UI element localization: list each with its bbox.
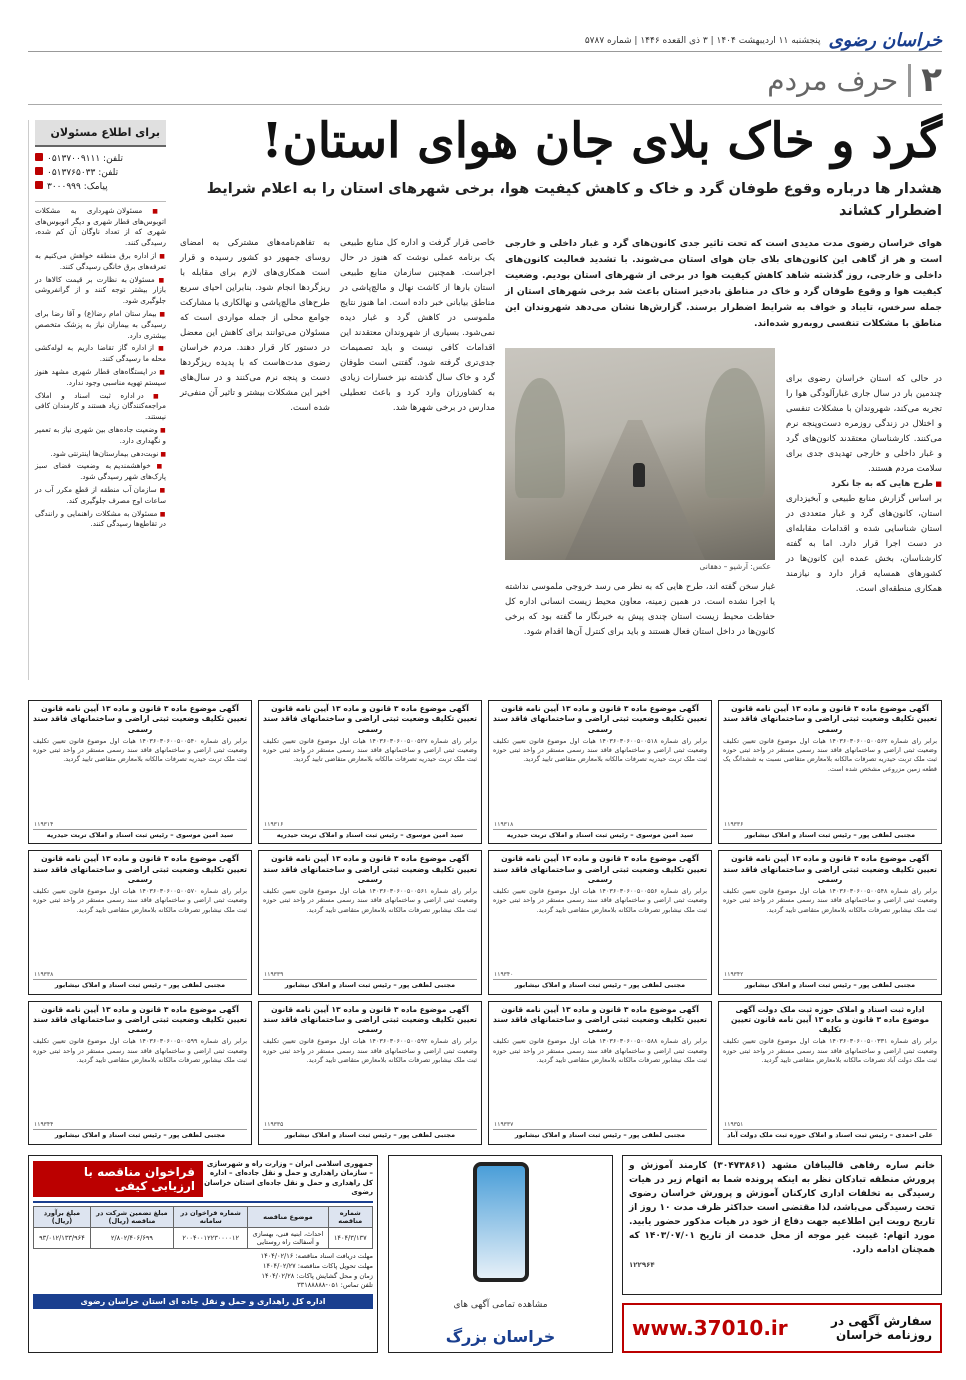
message-item: ■ وضعیت جاده‌های بین شهری نیاز به تعمیر و نگهداری دارد. xyxy=(35,425,166,447)
ad-title: آگهی موضوع ماده ۳ قانون و ماده ۱۳ آیین نامه قانون تعیین تکلیف وضعیت ثبتی اراضی و ساختمانهای فاقد سند رسمی xyxy=(722,854,937,884)
ad-footer: سید امین موسوی – رئیس ثبت اسناد و املاک تربت حیدریه xyxy=(493,829,707,841)
ad-body: برابر رای شماره ۱۴۰۳۶۰۳۰۶۰۰۵۰۰۵۸۸ هیات اول موضوع قانون تعیین تکلیف وضعیت ثبتی اراضی و ساختمانهای فاقد سند رسمی مستقر در واحد ثبتی حوزه ثبت ملک نیشابور تصرفات مالکانه بلامعارض متقاضی تایید گردید. xyxy=(493,1037,707,1064)
tender-header xyxy=(33,1160,373,1203)
ad-id: ۱۱۹۳۳۸ xyxy=(34,970,54,978)
legal-ad xyxy=(718,1001,942,1145)
sidebar-heading: برای اطلاع مسئولان xyxy=(35,120,166,147)
ad-body: برابر رای شماره ۱۴۰۳۶۰۳۰۶۰۰۵۰۰۵۷۰ هیات اول موضوع قانون تعیین تکلیف وضعیت ثبتی اراضی و ساختمانهای فاقد سند رسمی مستقر در واحد ثبتی حوزه ثبت ملک نیشابور تصرفات مالکانه بلامعارض متقاضی تایید گردید. xyxy=(33,887,247,914)
phone-icon xyxy=(35,167,43,175)
ad-order-banner[interactable] xyxy=(622,1303,942,1353)
masthead-right xyxy=(585,30,942,51)
legal-ad xyxy=(718,700,942,844)
ad-id: ۱۱۹۳۱۴ xyxy=(34,820,54,828)
banner-text: سفارش آگهی در روزنامه خراسان xyxy=(831,1314,932,1342)
ad-footer: مجتبی لطفی پور – رئیس ثبت اسناد و املاک نیشابور xyxy=(723,829,937,841)
table-header: شماره فراخوان در سامانه xyxy=(173,1206,247,1227)
ad-title: آگهی موضوع ماده ۳ قانون و ماده ۱۳ آیین نامه قانون تعیین تکلیف وضعیت ثبتی اراضی و ساختمانهای فاقد سند رسمی xyxy=(262,704,477,734)
article-headline: گرد و خاک بلای جان هوای استان! xyxy=(261,113,942,169)
ad-body: برابر رای شماره ۱۴۰۳۶۰۳۰۶۰۰۵۰۰۵۱۸ هیات اول موضوع قانون تعیین تکلیف وضعیت ثبتی اراضی و ساختمانهای فاقد سند رسمی مستقر در واحد ثبتی حوزه ثبت ملک تربت حیدریه تصرفات مالکانه بلامعارض متقاضی تایید گردید. xyxy=(493,736,707,764)
ad-title: آگهی موضوع ماده ۳ قانون و ماده ۱۳ آیین نامه قانون تعیین تکلیف وضعیت ثبتی اراضی و ساختمانهای فاقد سند رسمی xyxy=(492,704,707,734)
ad-title: آگهی موضوع ماده ۳ قانون و ماده ۱۳ آیین نامه قانون تعیین تکلیف وضعیت ثبتی اراضی و ساختمانهای فاقد سند رسمی xyxy=(32,854,247,884)
contact-sms xyxy=(35,181,166,195)
legal-ad xyxy=(718,850,942,994)
divider xyxy=(28,104,942,105)
table-cell: ۲۰۰۴۰۰۱۲۲۳۰۰۰۰۱۲ xyxy=(173,1227,247,1248)
ad-title: آگهی موضوع ماده ۳ قانون و ماده ۱۳ آیین نامه قانون تعیین تکلیف وضعیت ثبتی اراضی و ساختمانهای فاقد سند رسمی xyxy=(492,854,707,884)
tender-date: مهلت دریافت اسناد مناقصه: ۱۴۰۴/۰۲/۱۶ xyxy=(260,1251,373,1260)
table-cell: احداث، ابنیه فنی، بهسازی و آسفالت راه روستایی xyxy=(248,1227,328,1248)
legal-ad xyxy=(28,700,252,844)
photo-motorcyclist xyxy=(633,463,645,487)
table-header: موضوع مناقصه xyxy=(248,1206,328,1227)
message-item: ■ مسئولان به مشکلات راهنمایی و رانندگی در تقاطع‌ها رسیدگی کنند. xyxy=(35,509,166,531)
issue-info: پنجشنبه ۱۱ اردیبهشت ۱۴۰۴ | ۳ ذی القعده ۱۴۴۶ | شماره ۵۷۸۷ xyxy=(584,35,821,46)
tender-title: فراخوان مناقصه با ارزیابی کیفی xyxy=(33,1161,203,1197)
section-header xyxy=(767,60,942,100)
ad-footer: مجتبی لطفی پور – رئیس ثبت اسناد و املاک نیشابور xyxy=(723,979,937,991)
photo-road xyxy=(565,420,705,560)
ad-id: ۱۱۹۳۱۶ xyxy=(264,820,284,828)
message-item: ■ نوبت‌دهی بیمارستان‌ها اینترنتی شود. xyxy=(35,449,166,460)
official-notice xyxy=(622,1155,942,1295)
legal-ad xyxy=(28,850,252,994)
contact-text: تلفن: ۰۵۱۳۷۰۰۹۱۱۱ xyxy=(47,154,123,164)
tender-date: تلفن تماس: ۰۵۱-۳۳۱۸۸۸۸۸ xyxy=(297,1281,373,1290)
ad-body: برابر رای شماره ۱۴۰۳۶۰۳۰۶۰۰۵۰۰۵۶۲ هیات اول موضوع قانون تعیین تکلیف وضعیت ثبتی اراضی و ساختمانهای فاقد سند رسمی مستقر در واحد ثبتی حوزه ثبت ملک تربت حیدریه تصرفات مالکانه بلامعارض متقاضی نسبت به ششدانگ یک قطعه زمین مزروعی مشخص شده است. xyxy=(723,736,937,773)
ad-id: ۱۱۹۳۳۹ xyxy=(264,970,284,978)
article-column-right xyxy=(786,372,942,677)
message-item: ■ در اداره ثبت اسناد و املاک مراجعه‌کنندگان زیاد هستند و کارمندان کافی نیستند. xyxy=(35,391,166,423)
table-row xyxy=(34,1227,373,1248)
contact-text: پیامک: ۳۰۰۰۹۹۹ xyxy=(47,181,108,192)
message-item: ■ خواهشمندیم به وضعیت فضای سبز پارک‌های شهر رسیدگی شود. xyxy=(35,461,166,483)
ad-footer: مجتبی لطفی پور – رئیس ثبت اسناد و املاک نیشابور xyxy=(263,979,477,991)
tender-org: جمهوری اسلامی ایران – وزارت راه و شهرسازی – سازمان راهداری و حمل و نقل جاده‌ای – اداره کل راهداری و حمل و نقل جاده‌ای استان خراسان رضوی xyxy=(204,1160,373,1197)
section-title: حرف مردم xyxy=(767,64,911,97)
ad-id: ۱۱۹۳۵۱ xyxy=(724,1121,744,1129)
legal-ad xyxy=(488,1001,712,1145)
ad-body: برابر رای شماره ۱۴۰۳۶۰۳۰۶۰۰۵۰۰۵۹۲ هیات اول موضوع قانون تعیین تکلیف وضعیت ثبتی اراضی و ساختمانهای فاقد سند رسمی مستقر در واحد ثبتی حوزه ثبت ملک نیشابور تصرفات مالکانه بلامعارض متقاضی تایید گردید. xyxy=(263,1037,477,1064)
ad-body: برابر رای شماره ۱۴۰۳۶۰۳۰۶۰۰۵۰۰۳۳۱ هیات اول موضوع قانون تعیین تکلیف وضعیت ثبتی اراضی و ساختمانهای فاقد سند رسمی مستقر در واحد ثبتی حوزه ثبت ملک دولت آباد تصرفات مالکانه بلامعارض متقاضی تایید گردید. xyxy=(723,1037,937,1064)
tender-dates xyxy=(33,1252,373,1292)
table-cell: ۲/۸۰۲/۴۰۶/۶۹۹ xyxy=(90,1227,173,1248)
contact-phone-1 xyxy=(35,153,166,167)
tender-date: مهلت تحویل پاکات مناقصه: ۱۴۰۴/۰۲/۲۷ xyxy=(262,1261,373,1270)
notice-text: خانم ساره رفاهی قالیبافان مشهد (۳۰۴۷۳۸۶۱) کارمند آموزش و پرورش منطقه تبادکان نظر به اینکه پرونده شما به اتهام زیر در هیات رسیدگی به تخلفات اداری کارکنان آموزش و پرورش خراسان رضوی تحت رسیدگی می‌باشد، لذا مقتضی است حداکثر ظرف مدت ۱۰ روز از تاریخ رویت این اطلاعیه جهت دفاع از خود در هیات مذکور حضور یابید. مورد اتهام: غیبت غیر موجه از محل خدمت از تاریخ ۱۴۰۳/۰۷/۰۱ که همچنان ادامه دارد. xyxy=(629,1161,936,1255)
table-cell: ۱۴۰۴/۳/۱۳۷ xyxy=(328,1227,373,1248)
phone-screen xyxy=(477,1166,525,1278)
legal-ad xyxy=(258,700,482,844)
ad-footer: مجتبی لطفی پور – رئیس ثبت اسناد و املاک نیشابور xyxy=(263,1129,477,1141)
tender-notice xyxy=(28,1155,378,1353)
article-column-3: به تفاهم‌نامه‌های مشترکی به امضای روسای جمهور دو کشور رسیده و قرار است همکاری‌های لازم برای مقابله با ریزگردها انجام شود. بنابراین احیای سریع طرح‌های مالچ‌پاشی و نهالکاری با مشارکت جوامع محلی از جمله مواردی است که مسئولان می‌توانند برای کاهش این معضل در دستور کار قرار دهند. مردم خراسان رضوی مدت‌هاست که با پدیده ریزگردها دست و پنجه نرم می‌کنند و در سال‌های اخیر این مشکلات بیشتر و تاثیر آن منفی‌تر شده است. xyxy=(180,238,330,414)
legal-ad xyxy=(488,700,712,844)
tender-date: زمان و محل گشایش پاکات: ۱۴۰۴/۰۲/۲۸ xyxy=(261,1271,373,1280)
message-item: ■ از اداره گاز تقاضا داریم به لوله‌کشی محله ما رسیدگی کنند. xyxy=(35,343,166,365)
ad-title: آگهی موضوع ماده ۳ قانون و ماده ۱۳ آیین نامه قانون تعیین تکلیف وضعیت ثبتی اراضی و ساختمانهای فاقد سند رسمی xyxy=(32,1004,247,1035)
reader-messages xyxy=(35,201,166,530)
notice-id: ۱۲۲۹۶۴ xyxy=(629,1260,655,1269)
article-photo xyxy=(505,348,775,560)
article-column-mid: غبار سخن گفته اند، طرح هایی که به نظر می رسد خروجی ملموسی نداشته یا اجرا نشده است. در همین زمینه، معاون محیط زیست انسانی اداره کل حفاظت محیط زیست استان چندی پیش به خبرنگار ما گفته بود که برخی کانون‌ها در داخل استان فعال هستند و باید برای کنترل آن‌ها اقدام شود. xyxy=(505,582,775,638)
photo-tree xyxy=(515,378,565,498)
ad-title: آگهی موضوع ماده ۳ قانون و ماده ۱۳ آیین نامه قانون تعیین تکلیف وضعیت ثبتی اراضی و ساختمانهای فاقد سند رسمی xyxy=(722,704,937,734)
newspaper-logo: خراسان رضوی xyxy=(828,30,942,51)
ad-footer: سید امین موسوی – رئیس ثبت اسناد و املاک تربت حیدریه xyxy=(263,829,477,841)
table-header: مبلغ برآورد (ریال) xyxy=(34,1206,91,1227)
legal-ad xyxy=(28,1001,252,1145)
bottom-section xyxy=(28,1155,942,1355)
tender-footer: اداره کل راهداری و حمل و نقل جاده ای استان خراسان رضوی xyxy=(33,1294,373,1309)
legal-ad xyxy=(488,850,712,994)
message-item: ■ مسئولان شهرداری به مشکلات اتوبوس‌های قطار شهری و دیگر اتوبوس‌های شهری که از تعداد ناوگان آن کم شده، رسیدگی کنند. xyxy=(35,206,166,249)
page-number: ۲ xyxy=(921,60,942,100)
ad-footer: سید امین موسوی – رئیس ثبت اسناد و املاک تربت حیدریه xyxy=(33,829,247,841)
legal-ad xyxy=(258,1001,482,1145)
legal-ad xyxy=(258,850,482,994)
ad-footer: مجتبی لطفی پور – رئیس ثبت اسناد و املاک نیشابور xyxy=(493,1129,707,1141)
message-item: ■ بیمار ستان امام رضا(ع) و آقا رضا برای رسیدگی به بیماران نیاز به پزشک متخصص بیشتری دارد. xyxy=(35,309,166,341)
ad-body: برابر رای شماره ۱۴۰۳۶۰۳۰۶۰۰۵۰۰۵۶۱ هیات اول موضوع قانون تعیین تکلیف وضعیت ثبتی اراضی و ساختمانهای فاقد سند رسمی مستقر در واحد ثبتی حوزه ثبت ملک نیشابور تصرفات مالکانه بلامعارض متقاضی تایید گردید. xyxy=(263,887,477,914)
message-item: ■ سازمان آب منطقه از قطع مکرر آب در ساعات اوج مصرف جلوگیری کند. xyxy=(35,485,166,507)
phone-icon xyxy=(35,153,43,161)
table-cell: ۹۳/۰۱۲/۱۳۳/۹۶۴ xyxy=(34,1227,91,1248)
message-item: ■ از اداره برق منطقه خواهش می‌کنیم به تعرفه‌های برق خانگی رسیدگی کنند. xyxy=(35,251,166,273)
paragraph: بر اساس گزارش منابع طبیعی و آبخیزداری استان، کانون‌های گرد و غبار متعددی در استان شناسایی شده و اقدامات مقابله‌ای در دست اجرا قرار دارد. اما به گفته کارشناسان، بخش عمده این کانون‌ها در کشورهای همسایه قرار دارد و نیازمند همکاری منطقه‌ای است. xyxy=(786,494,942,595)
ad-id: ۱۱۹۳۱۸ xyxy=(494,820,514,828)
message-item: ■ مسئولان به نظارت بر قیمت کالاها در بازار بیشتر توجه کنند و از گرانفروشی جلوگیری شود. xyxy=(35,275,166,307)
contact-list xyxy=(35,153,166,195)
message-item: ■ در ایستگاه‌های قطار شهری مشهد هنوز سیستم تهویه مناسبی وجود ندارد. xyxy=(35,367,166,389)
article-column-2: خاصی قرار گرفت و اداره کل منابع طبیعی یک برنامه عملی نوشت که هنوز در حال اجراست. همچنین سازمان منابع طبیعی استان بارها از کاشت نهال و مالچ‌پاشی در مناطق بیابانی خبر داده است. اما هنوز نتایج ملموسی در کاهش گرد و غبار دیده نمی‌شود. بسیاری از شهروندان معتقدند این اقدامات کافی نیست و باید تصمیمات جدی‌تری گرفته شود. گفتنی است طوفان گرد و خاک سال گذشته نیز خسارات زیادی به کشاورزان وارد کرد و باعث تعطیلی مدارس در برخی شهرها شد. xyxy=(340,238,495,414)
classified-ads xyxy=(28,700,942,1145)
ad-footer: مجتبی لطفی پور – رئیس ثبت اسناد و املاک نیشابور xyxy=(33,1129,247,1141)
article-subhead: هشدار ها درباره وقوع طوفان گرد و خاک و کاهش کیفیت هوا، برخی شهرهای استان را به اعلام شرایط اضطرار کشاند xyxy=(206,181,942,220)
ad-id: ۱۱۹۳۳۶ xyxy=(724,820,744,828)
contact-phone-2 xyxy=(35,167,166,181)
masthead xyxy=(28,30,942,52)
ad-title: آگهی موضوع ماده ۳ قانون و ماده ۱۳ آیین نامه قانون تعیین تکلیف وضعیت ثبتی اراضی و ساختمانهای فاقد سند رسمی xyxy=(262,1004,477,1035)
phone-icon xyxy=(473,1162,529,1282)
ad-footer: مجتبی لطفی پور – رئیس ثبت اسناد و املاک نیشابور xyxy=(493,979,707,991)
ad-footer: علی احمدی – رئیس ثبت اسناد و املاک حوزه ثبت ملک دولت آباد xyxy=(723,1129,937,1141)
ad-body: برابر رای شماره ۱۴۰۳۶۰۳۰۶۰۰۵۰۰۵۴۸ هیات اول موضوع قانون تعیین تکلیف وضعیت ثبتی اراضی و ساختمانهای فاقد سند رسمی مستقر در واحد ثبتی حوزه ثبت ملک نیشابور تصرفات مالکانه بلامعارض متقاضی تایید گردید. xyxy=(723,887,937,914)
ad-body: برابر رای شماره ۱۴۰۳۶۰۳۰۶۰۰۵۰۰۵۹۹ هیات اول موضوع قانون تعیین تکلیف وضعیت ثبتی اراضی و ساختمانهای فاقد سند رسمی مستقر در واحد ثبتی حوزه ثبت ملک نیشابور تصرفات مالکانه بلامعارض متقاضی تایید گردید. xyxy=(33,1037,247,1064)
contact-text: تلفن: ۰۵۱۳۷۶۵۰۳۳ xyxy=(47,167,119,178)
ad-title: آگهی موضوع ماده ۳ قانون و ماده ۱۳ آیین نامه قانون تعیین تکلیف وضعیت ثبتی اراضی و ساختمانهای فاقد سند رسمی xyxy=(492,1004,707,1035)
table-header-row xyxy=(34,1206,373,1227)
khorasan-ad-name: خراسان بزرگ xyxy=(445,1327,556,1346)
table-header: مبلغ تضمین شرکت در مناقصه (ریال) xyxy=(90,1206,173,1227)
photo-caption: عکس: آرشیو – دهقانی xyxy=(699,562,771,571)
ad-body: برابر رای شماره ۱۴۰۳۶۰۳۰۶۰۰۵۰۰۵۵۶ هیات اول موضوع قانون تعیین تکلیف وضعیت ثبتی اراضی و ساختمانهای فاقد سند رسمی مستقر در واحد ثبتی حوزه ثبت ملک نیشابور تصرفات مالکانه بلامعارض متقاضی تایید گردید. xyxy=(493,887,707,914)
sidebar xyxy=(28,120,166,680)
table-header: شماره مناقصه xyxy=(328,1206,373,1227)
article-lead: هوای خراسان رضوی مدت مدیدی است که تحت تاثیر جدی کانون‌های گرد و غبار داخلی و خارجی است و هر از گاهی این کانون‌های بلای جان هوای استان می‌شوند. با تشدید فعالیت کانون‌های داخلی و خارجی، روز گذشته شاهد کاهش کیفیت هوا در برخی از شهرهای استان بودیم. وضعیت کیفیت هوا و وقوع طوفان گرد و خاک در مناطق بادخیز استان باعث شد برخی شهرهای استان از جمله سرخس، تایباد و خواف به شرایط اضطرار برسند. گزارش‌ها نشان می‌دهد شهروندان این مناطق با مشکلات تنفسی روبه‌رو شده‌اند. xyxy=(505,238,942,330)
tender-table xyxy=(33,1206,373,1249)
ad-footer: مجتبی لطفی پور – رئیس ثبت اسناد و املاک نیشابور xyxy=(33,979,247,991)
ad-body: برابر رای شماره ۱۴۰۳۶۰۳۰۶۰۰۵۰۰۵۴۰ هیات اول موضوع قانون تعیین تکلیف وضعیت ثبتی اراضی و ساختمانهای فاقد سند رسمی مستقر در واحد ثبتی حوزه ثبت ملک تربت حیدریه تصرفات مالکانه بلامعارض متقاضی تایید گردید. xyxy=(33,736,247,764)
ad-id: ۱۱۹۳۳۵ xyxy=(264,1121,284,1129)
ad-body: برابر رای شماره ۱۴۰۳۶۰۳۰۶۰۰۵۰۰۵۲۷ هیات اول موضوع قانون تعیین تکلیف وضعیت ثبتی اراضی و ساختمانهای فاقد سند رسمی مستقر در واحد ثبتی حوزه ثبت ملک تربت حیدریه تصرفات مالکانه بلامعارض متقاضی تایید گردید. xyxy=(263,736,477,764)
photo-tree xyxy=(705,368,765,498)
khorasan-ad-label: مشاهده تمامی آگهی های xyxy=(453,1299,548,1310)
banner-url[interactable]: www.37010.ir xyxy=(632,1316,788,1340)
ad-id: ۱۱۹۳۴۲ xyxy=(724,970,744,978)
khorasan-app-ad xyxy=(388,1155,613,1353)
sms-icon xyxy=(35,181,43,189)
ad-title: آگهی موضوع ماده ۳ قانون و ماده ۱۳ آیین نامه قانون تعیین تکلیف وضعیت ثبتی اراضی و ساختمانهای فاقد سند رسمی xyxy=(262,854,477,884)
ad-title: اداره ثبت اسناد و املاک حوزه ثبت ملک دولت آگهی موضوع ماده ۳ قانون و ماده ۱۳ آیین نامه قانون تعیین تکلیف xyxy=(730,1004,930,1035)
ad-id: ۱۱۹۳۴۰ xyxy=(494,970,514,978)
ad-id: ۱۱۹۳۳۷ xyxy=(494,1121,514,1129)
article-subtitle: ■ طرح هایی که به جا نکرد xyxy=(786,477,942,492)
ad-id: ۱۱۹۳۴۴ xyxy=(34,1121,54,1129)
ad-title: آگهی موضوع ماده ۳ قانون و ماده ۱۳ آیین نامه قانون تعیین تکلیف وضعیت ثبتی اراضی و ساختمانهای فاقد سند رسمی xyxy=(32,704,247,734)
paragraph: در حالی که استان خراسان رضوی برای چندمین بار در سال جاری غبارآلودگی هوا را تجربه می‌کند، شهروندان با مشکلات تنفسی و اختلال در زندگی روزمره دست‌وپنجه نرم می‌کنند. کارشناسان معتقدند کانون‌های گرد و غبار داخلی و خارجی تهدیدی جدی برای سلامت مردم هستند. xyxy=(786,374,942,475)
